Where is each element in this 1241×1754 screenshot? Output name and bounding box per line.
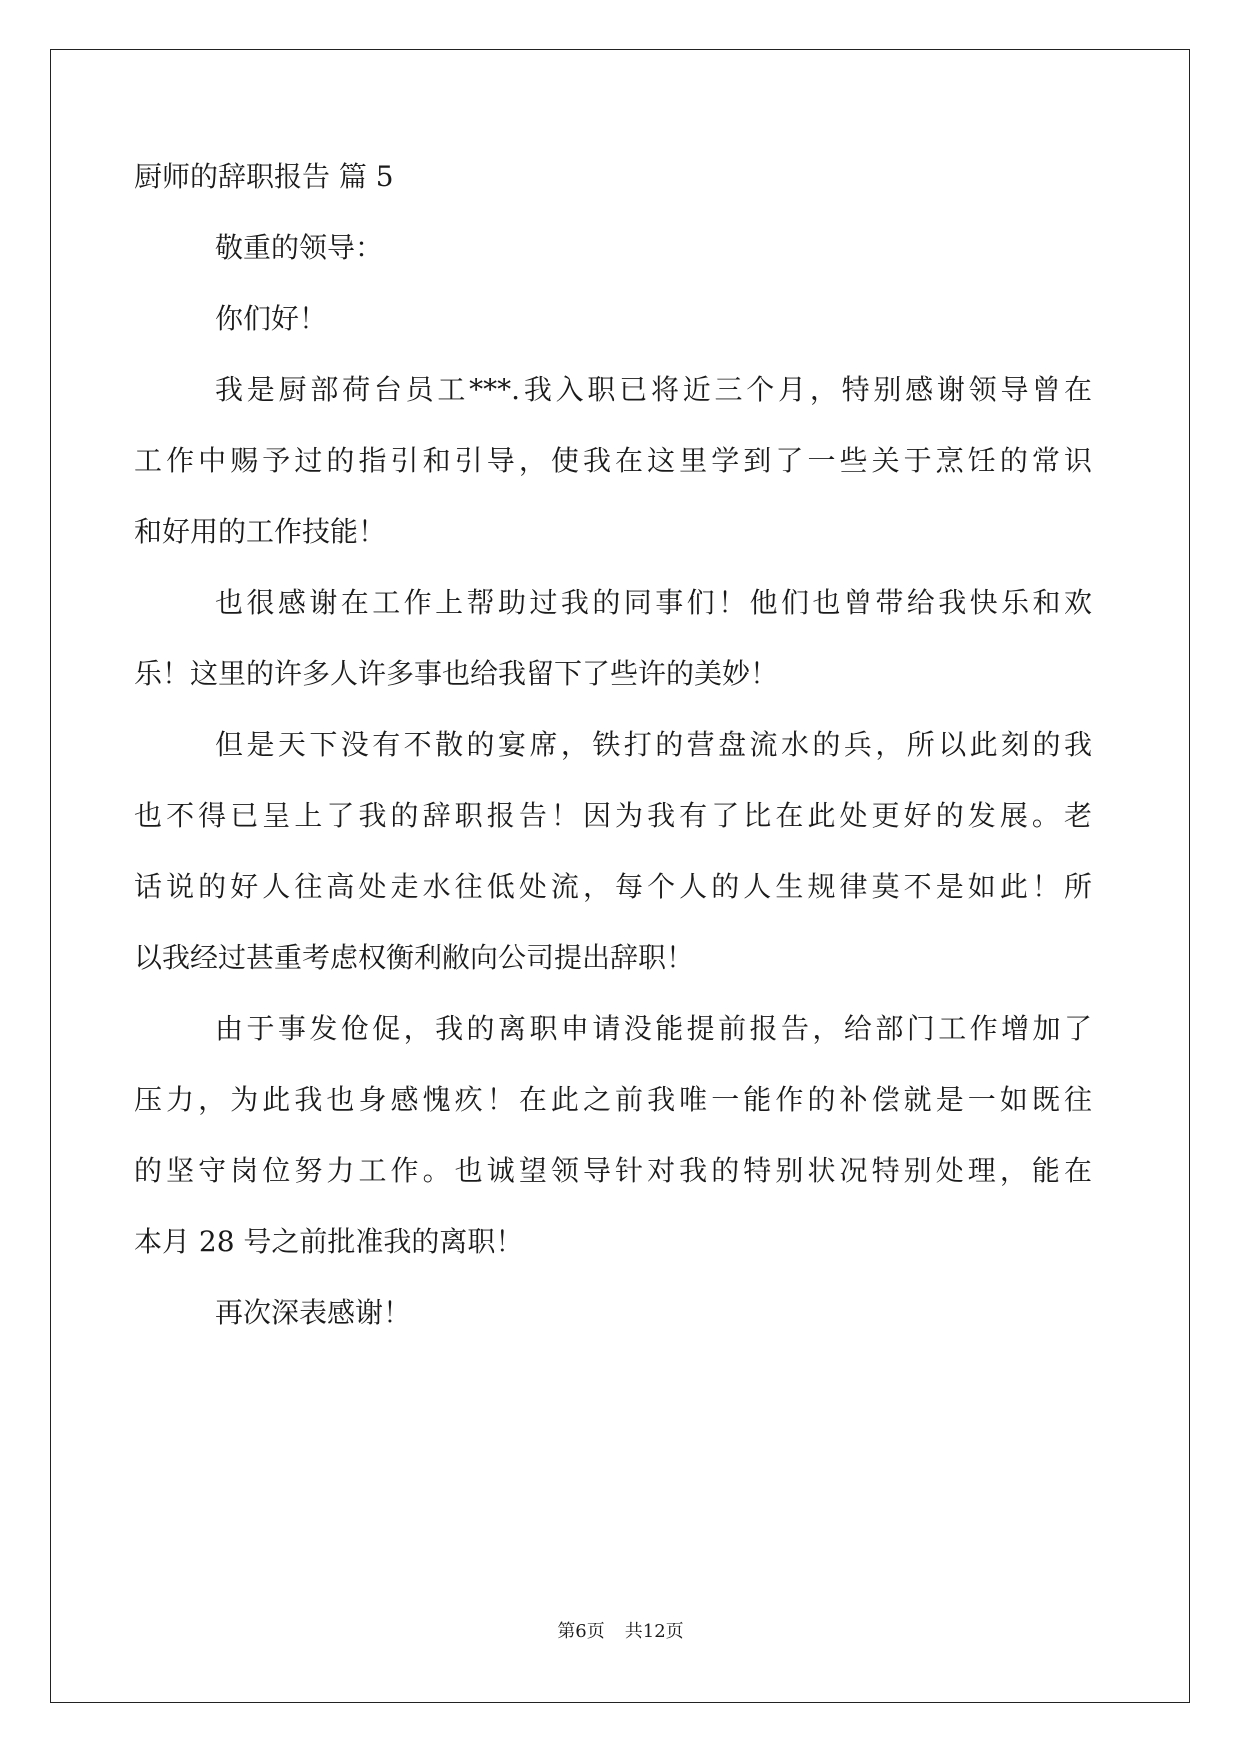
document-title: 厨师的辞职报告 篇 5 xyxy=(134,160,394,193)
paragraph-2-line-1: 也很感谢在工作上帮助过我的同事们！他们也曾带给我快乐和欢 xyxy=(215,586,1092,619)
salutation: 敬重的领导： xyxy=(215,231,384,264)
paragraph-2-line-2: 乐！这里的许多人许多事也给我留下了些许的美妙！ xyxy=(134,657,779,690)
paragraph-3-line-4: 以我经过甚重考虑权衡利敝向公司提出辞职！ xyxy=(134,941,695,974)
paragraph-1-line-2: 工作中赐予过的指引和引导，使我在这里学到了一些关于烹饪的常识 xyxy=(134,444,1092,477)
paragraph-4-line-4: 本月 28 号之前批准我的离职！ xyxy=(134,1225,524,1258)
paragraph-1-line-3: 和好用的工作技能！ xyxy=(134,515,387,548)
page-footer xyxy=(0,1617,1241,1643)
paragraph-3-line-2: 也不得已呈上了我的辞职报告！因为我有了比在此处更好的发展。老 xyxy=(134,799,1092,832)
paragraph-1-line-1: 我是厨部荷台员工***.我入职已将近三个月，特别感谢领导曾在 xyxy=(215,373,1092,406)
paragraph-4-line-1: 由于事发伧促，我的离职申请没能提前报告，给部门工作增加了 xyxy=(215,1012,1092,1045)
page-total: 共12页 xyxy=(624,1621,684,1642)
page-number: 第6页 xyxy=(557,1621,605,1642)
greeting: 你们好！ xyxy=(215,302,328,335)
paragraph-4-line-2: 压力，为此我也身感愧疚！在此之前我唯一能作的补偿就是一如既往 xyxy=(134,1083,1092,1116)
paragraph-4-line-3: 的坚守岗位努力工作。也诚望领导针对我的特别状况特别处理，能在 xyxy=(134,1154,1092,1187)
paragraph-3-line-3: 话说的好人往高处走水往低处流，每个人的人生规律莫不是如此！所 xyxy=(134,870,1092,903)
paragraph-3-line-1: 但是天下没有不散的宴席，铁打的营盘流水的兵，所以此刻的我 xyxy=(215,728,1092,761)
closing: 再次深表感谢！ xyxy=(215,1296,412,1329)
